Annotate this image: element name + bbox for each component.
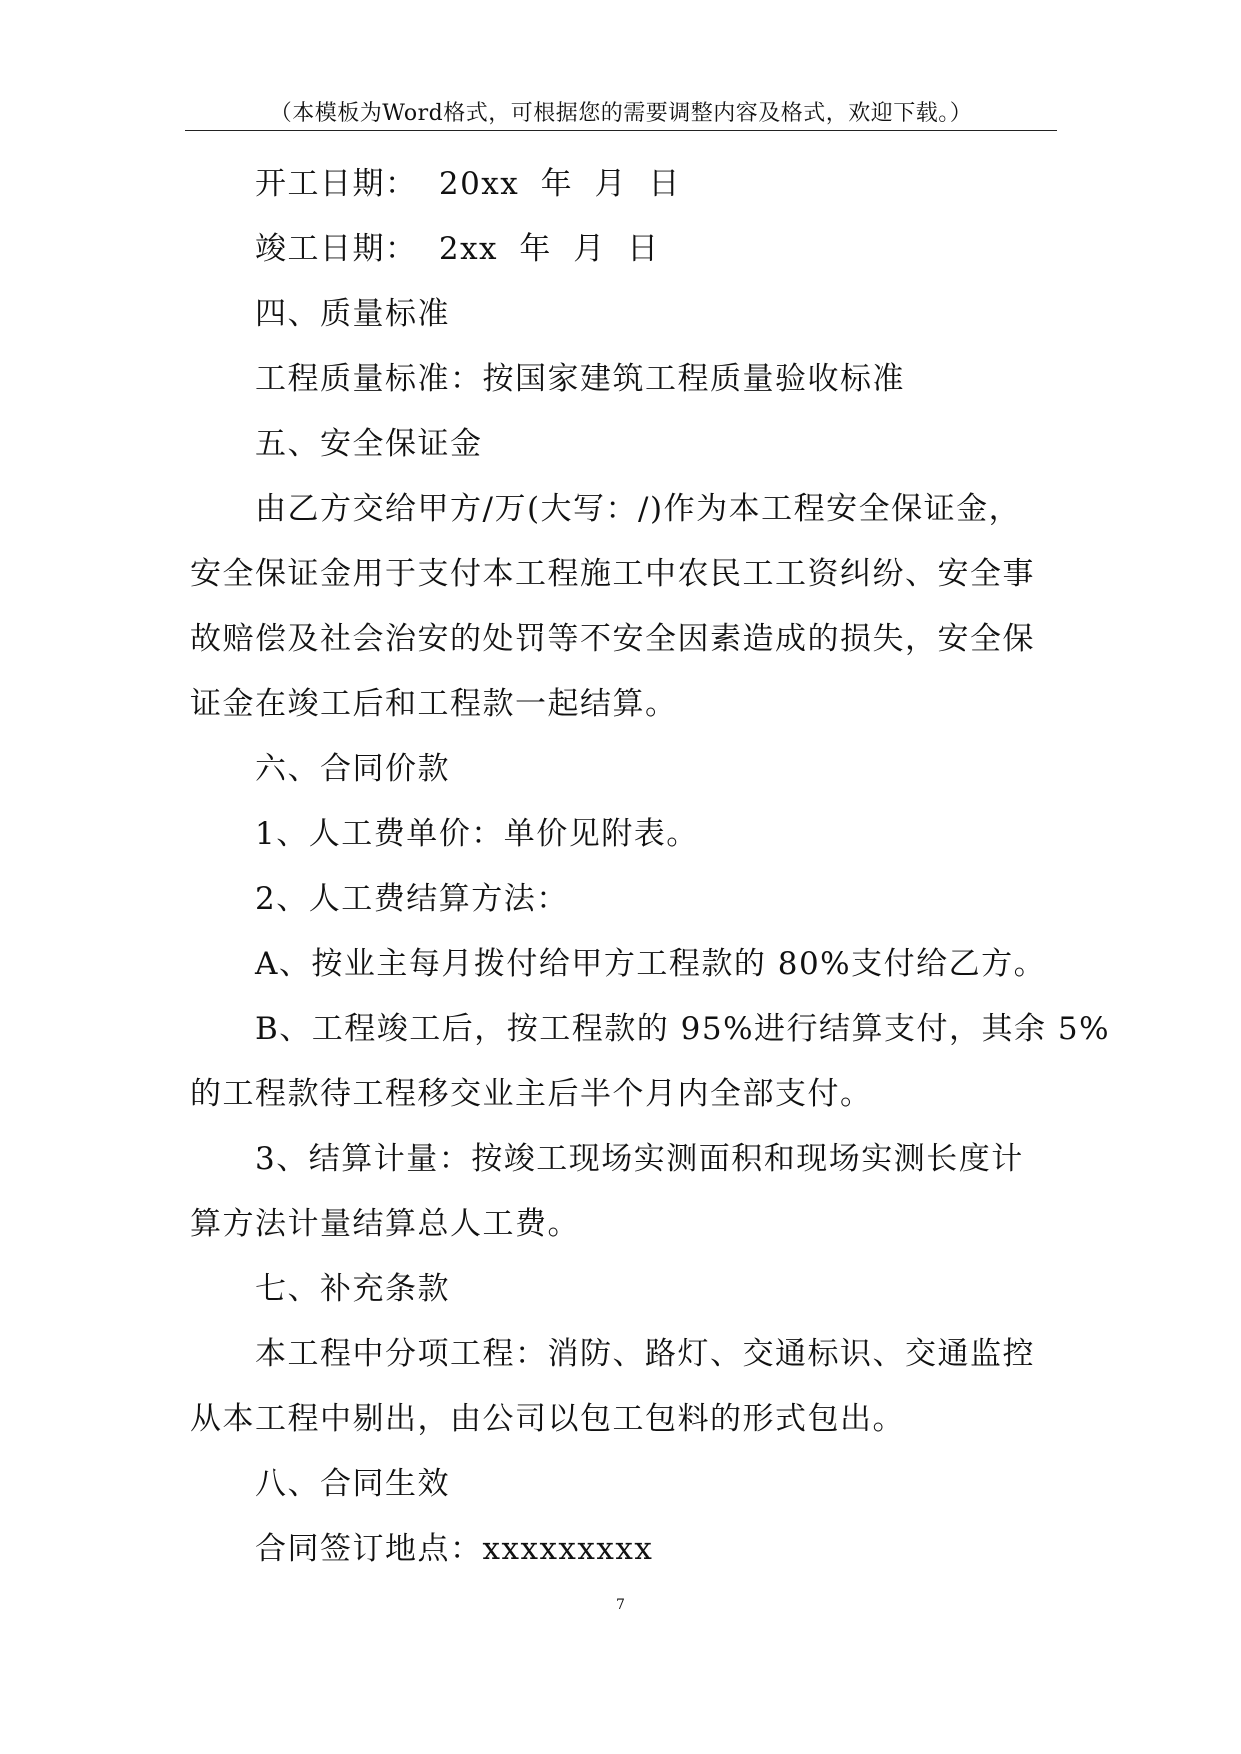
section-heading-price: 六、合同价款 — [255, 751, 450, 787]
deposit-paragraph-line: 安全保证金用于支付本工程施工中农民工工资纠纷、安全事 — [190, 556, 1035, 592]
labor-unit-price-line: 1、人工费单价：单价见附表。 — [255, 816, 699, 852]
supplement-paragraph-line: 本工程中分项工程：消防、路灯、交通标识、交通监控 — [255, 1336, 1035, 1372]
deposit-paragraph-line: 证金在竣工后和工程款一起结算。 — [190, 686, 678, 722]
document-body — [190, 152, 1111, 1582]
header-note: （本模板为Word格式，可根据您的需要调整内容及格式，欢迎下载。） — [269, 101, 973, 126]
deposit-paragraph-line: 由乙方交给甲方/万(大写：/)作为本工程安全保证金， — [255, 491, 1022, 527]
quality-standard-line: 工程质量标准：按国家建筑工程质量验收标准 — [255, 361, 905, 397]
signing-location-line: 合同签订地点：xxxxxxxxx — [255, 1531, 654, 1567]
section-heading-supplement: 七、补充条款 — [255, 1271, 450, 1307]
deposit-paragraph-line: 故赔偿及社会治安的处罚等不安全因素造成的损失，安全保 — [190, 621, 1035, 657]
section-heading-quality: 四、质量标准 — [255, 296, 450, 332]
settlement-item-b-line: 的工程款待工程移交业主后半个月内全部支付。 — [190, 1076, 873, 1112]
page-number: 7 — [616, 1597, 625, 1613]
settlement-measure-line: 3、结算计量：按竣工现场实测面积和现场实测长度计 — [255, 1141, 1024, 1177]
settlement-item-a: A、按业主每月拨付给甲方工程款的 80%支付给乙方。 — [255, 946, 1047, 982]
start-date-line: 开工日期： 20xx 年 月 日 — [255, 166, 681, 202]
section-heading-deposit: 五、安全保证金 — [255, 426, 483, 462]
supplement-paragraph-line: 从本工程中剔出，由公司以包工包料的形式包出。 — [190, 1401, 905, 1437]
header-divider — [185, 130, 1057, 131]
settlement-item-b-line: B、工程竣工后，按工程款的 95%进行结算支付，其余 5% — [255, 1011, 1111, 1047]
section-heading-effect: 八、合同生效 — [255, 1466, 450, 1502]
completion-date-line: 竣工日期： 2xx 年 月 日 — [255, 231, 660, 267]
labor-settlement-heading: 2、人工费结算方法： — [255, 881, 569, 917]
settlement-measure-line: 算方法计量结算总人工费。 — [190, 1206, 580, 1242]
